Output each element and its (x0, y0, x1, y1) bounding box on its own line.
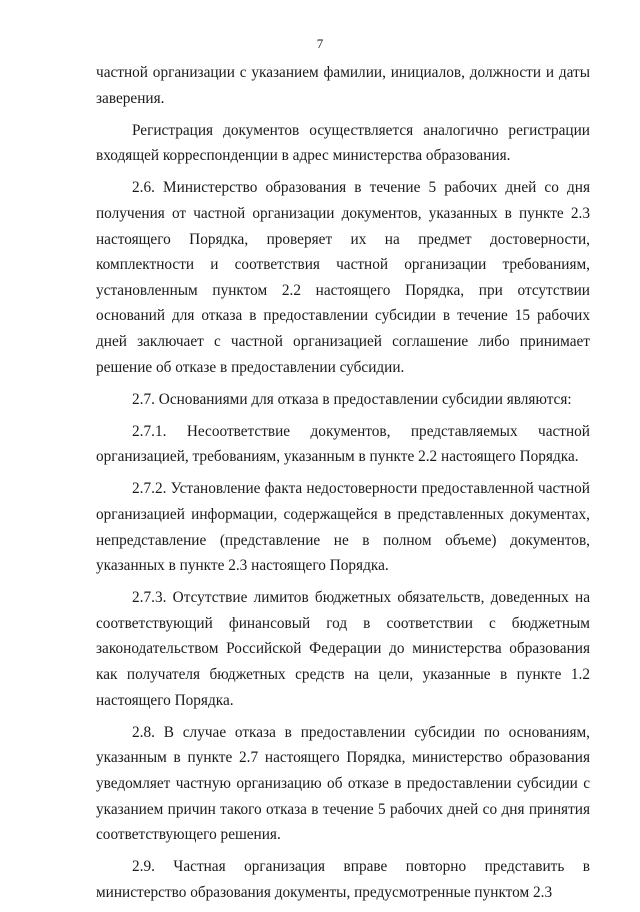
paragraph-registration: Регистрация документов осуществляется аналогично регистрации входящей корреспонденции в адрес министерства образования. (96, 121, 590, 165)
paragraph-2-6: 2.6. Министерство образования в течение 5 рабочих дней со дня получения от частной организации документов, указанных в пункте 2.3 настоящего Порядка, проверяет их на предмет достоверности, комплектности и соответствия частной организации требованиям, установленным пунктом 2.2 настоящего Порядка, при отсутствии оснований для отказа в предоставлении субсидии в течение 15 рабочих дней заключает с частной организацией соглашение либо принимает решение об отказе в предоставлении субсидии. (96, 179, 590, 376)
paragraph-continuation: частной организации с указанием фамилии, инициалов, должности и даты заверения. (96, 64, 590, 107)
paragraph-2-7-3: 2.7.3. Отсутствие лимитов бюджетных обязательств, доведенных на соответствующий финансовый год в соответствии с бюджетным законодательством Российской Федерации до министерства образования как получателя бюджетных средств на цели, указанные в пункте 1.2 настоящего Порядка. (96, 589, 590, 709)
paragraph-2-8: 2.8. В случае отказа в предоставлении субсидии по основаниям, указанным в пункте 2.7 настоящего Порядка, министерство образования уведомляет частную организацию об отказе в предоставлении субсидии с указанием причин такого отказа в течение 5 рабочих дней со дня принятия соответствующего решения. (96, 723, 590, 844)
paragraph-2-7: 2.7. Основаниями для отказа в предоставлении субсидии являются: (132, 390, 572, 408)
document-body (96, 60, 590, 912)
page-number: 7 (316, 36, 324, 51)
paragraph-2-9: 2.9. Частная организация вправе повторно представить в министерство образования документы, предусмотренные пунктом 2.3 (96, 858, 590, 901)
paragraph-2-7-1: 2.7.1. Несоответствие документов, представляемых частной организацией, требованиям, указанным в пункте 2.2 настоящего Порядка. (96, 422, 590, 466)
paragraph-2-7-2: 2.7.2. Установление факта недостоверности предоставленной частной организацией информации, содержащейся в представленных документах, непредставление (представление не в полном объеме) документов, указанных в пункте 2.3 настоящего Порядка. (96, 480, 590, 575)
